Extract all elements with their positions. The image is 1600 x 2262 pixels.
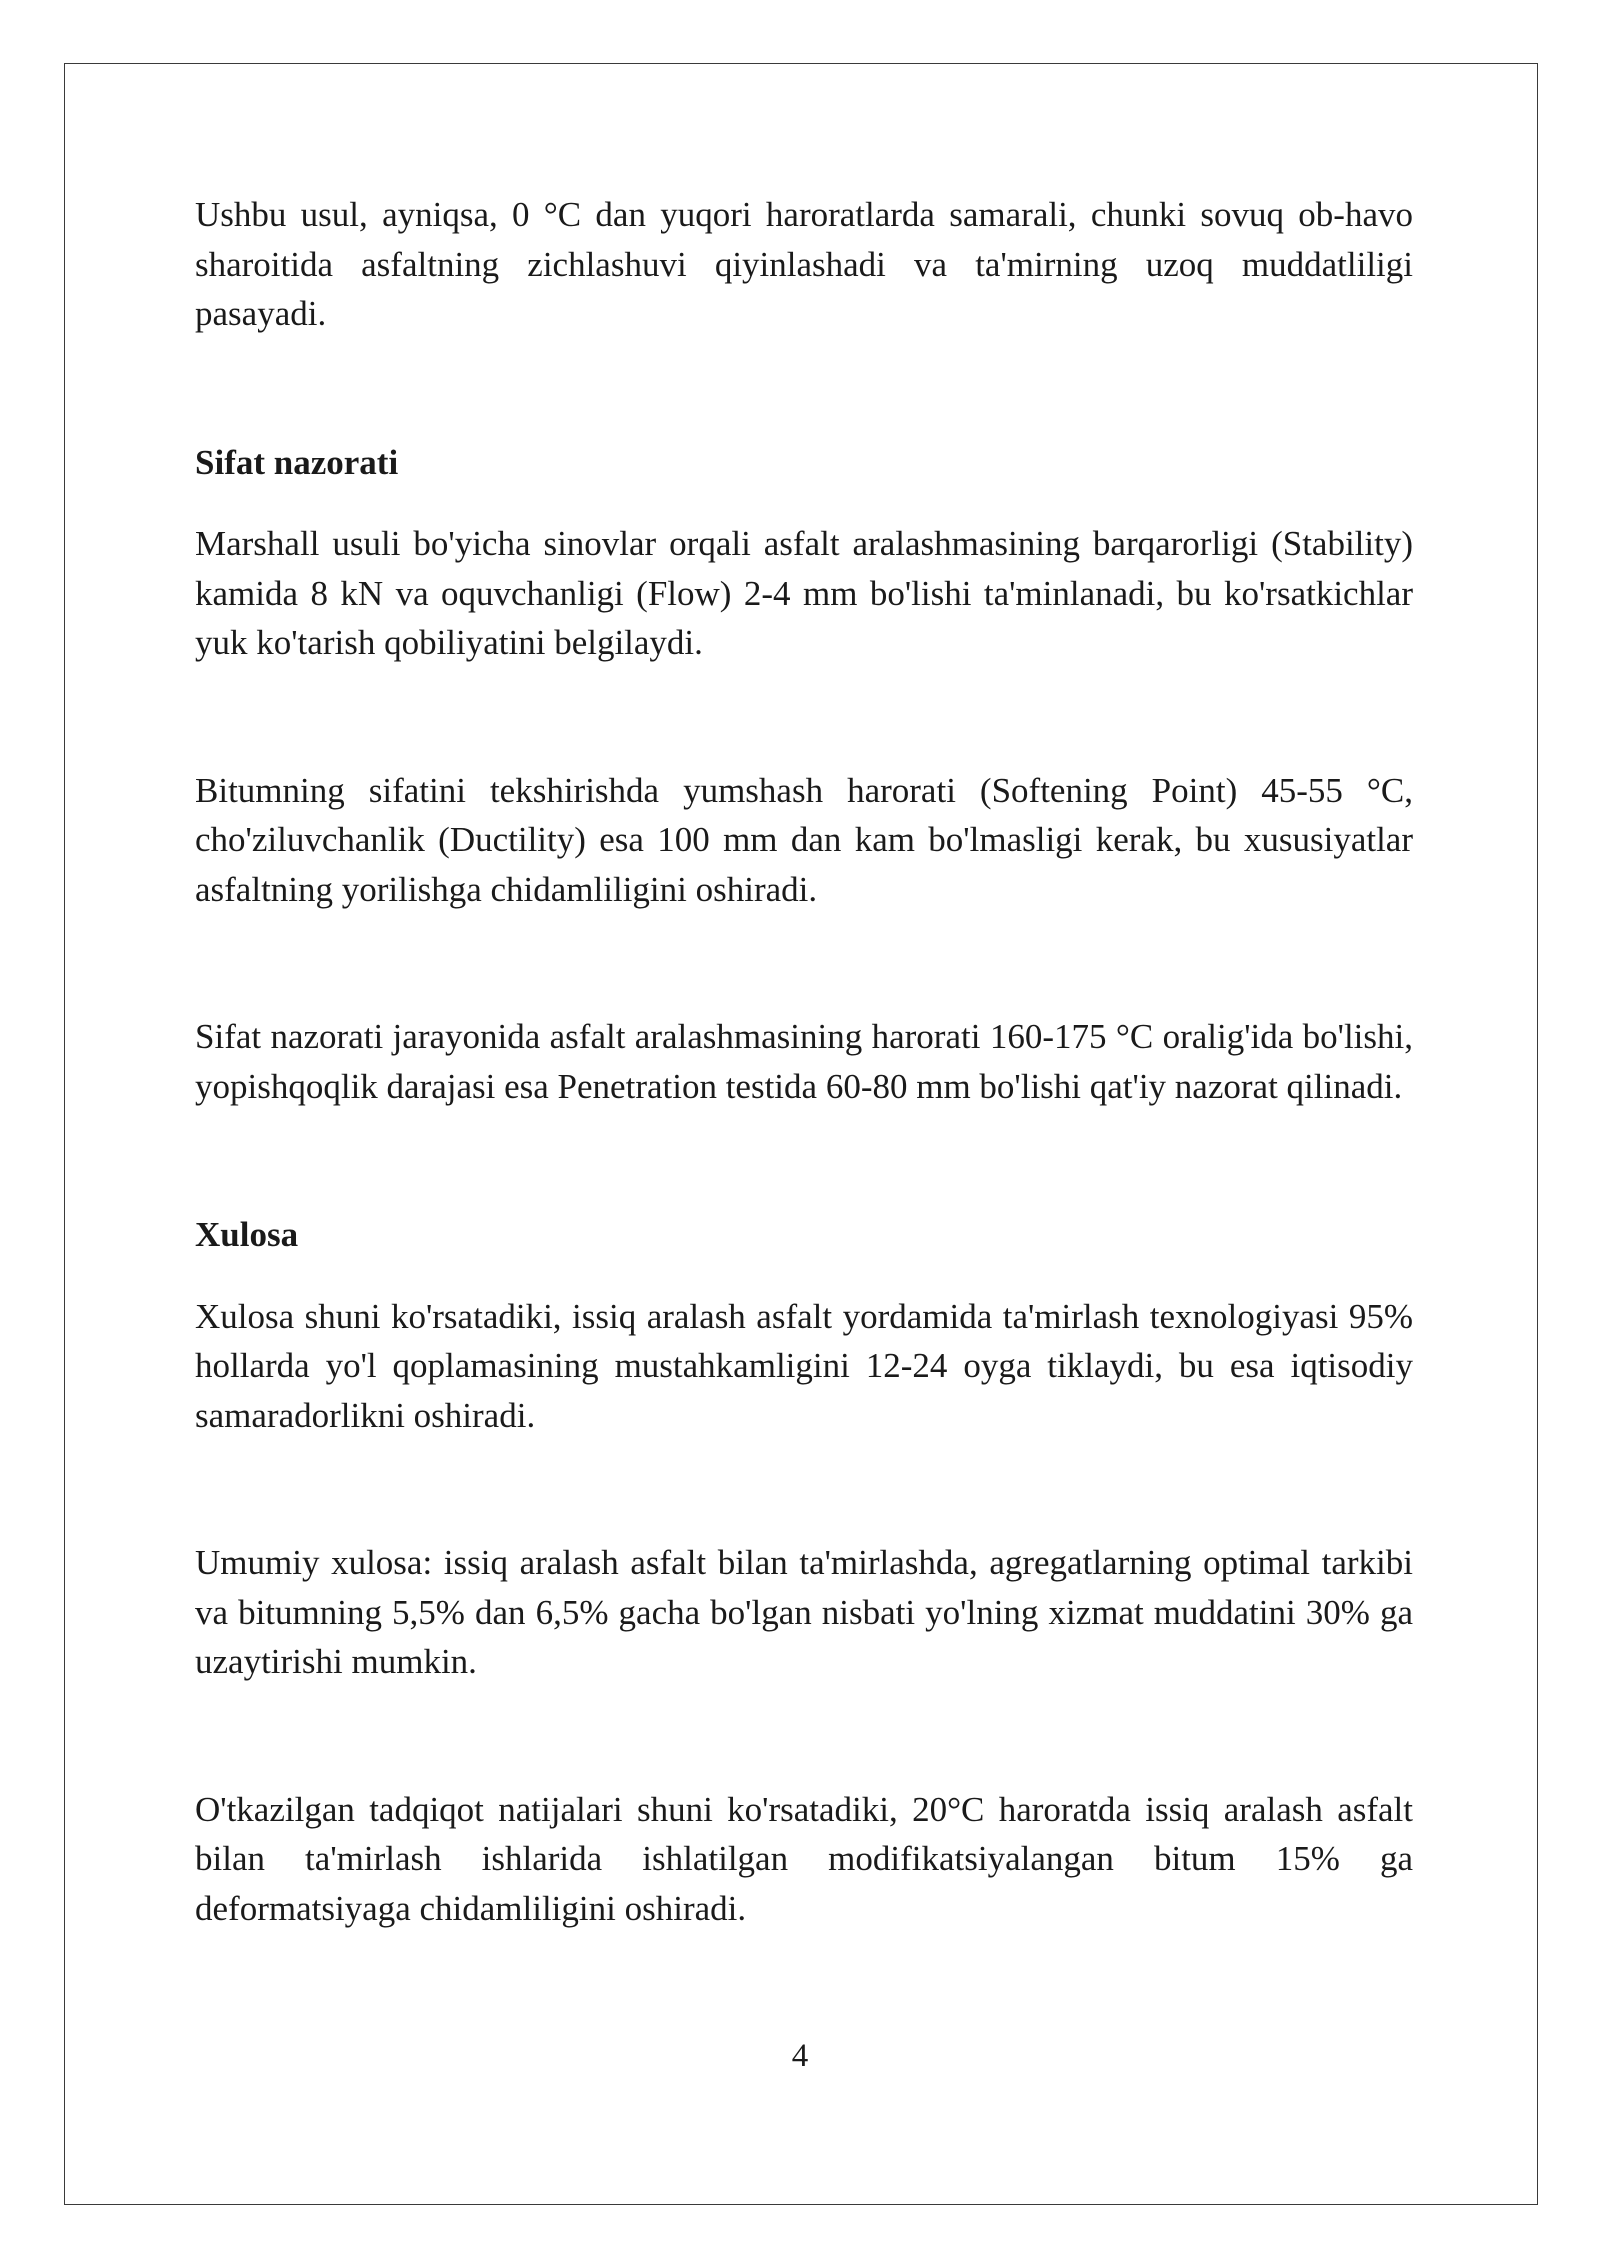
page-number: 4 — [791, 2038, 809, 2074]
paragraph-xulosa: Xulosa shuni ko'rsatadiki, issiq aralash asfalt yordamida ta'mirlash texnologiyasi 95% hollarda yo'l qoplamasining mustahkamligini 12-24 oyga tiklaydi, bu esa iqtisodiy samaradorlikni oshiradi. — [195, 1296, 1413, 1435]
paragraph-umumiy-xulosa: Umumiy xulosa: issiq aralash asfalt bilan ta'mirlashda, agregatlarning optimal tarkibi va bitumning 5,5% dan 6,5% gacha bo'lgan nisbati yo'lning xizmat muddatini 30% ga uzaytirishi mumkin. — [195, 1543, 1413, 1681]
paragraph-intro: Ushbu usul, ayniqsa, 0 °C dan yuqori haroratlarda samarali, chunki sovuq ob-havo sharoitida asfaltning zichlashuvi qiyinlashadi va ta'mirning uzoq muddatliligi pasayadi. — [195, 195, 1413, 333]
paragraph-marshall: Marshall usuli bo'yicha sinovlar orqali asfalt aralashmasining barqarorligi (Stability) kamida 8 kN va oquvchanligi (Flow) 2-4 mm bo'lishi ta'minlanadi, bu ko'rsatkichlar yuk ko'tarish qobiliyatini belgilaydi. — [195, 524, 1413, 662]
paragraph-bitum: Bitumning sifatini tekshirishda yumshash harorati (Softening Point) 45-55 °C, cho'ziluvchanlik (Ductility) esa 100 mm dan kam bo'lmasligi kerak, bu xususiyatlar asfaltning yorilishga chidamliligini oshiradi. — [195, 770, 1413, 909]
paragraph-tadqiqot: O'tkazilgan tadqiqot natijalari shuni ko'rsatadiki, 20°C haroratda issiq aralash asfalt bilan ta'mirlash ishlarida ishlatilgan modifikatsiyalangan bitum 15% ga deformatsiyaga chidamliligini oshiradi. — [195, 1789, 1413, 1928]
heading-sifat-nazorati: Sifat nazorati — [195, 442, 399, 482]
paragraph-harorat: Sifat nazorati jarayonida asfalt aralashmasining harorati 160-175 °C oralig'ida bo'lishi, yopishqoqlik darajasi esa Penetration testida 60-80 mm bo'lishi qat'iy nazorat qilinadi. — [195, 1017, 1413, 1106]
document-body — [195, 190, 1413, 1933]
heading-xulosa: Xulosa — [195, 1215, 299, 1254]
